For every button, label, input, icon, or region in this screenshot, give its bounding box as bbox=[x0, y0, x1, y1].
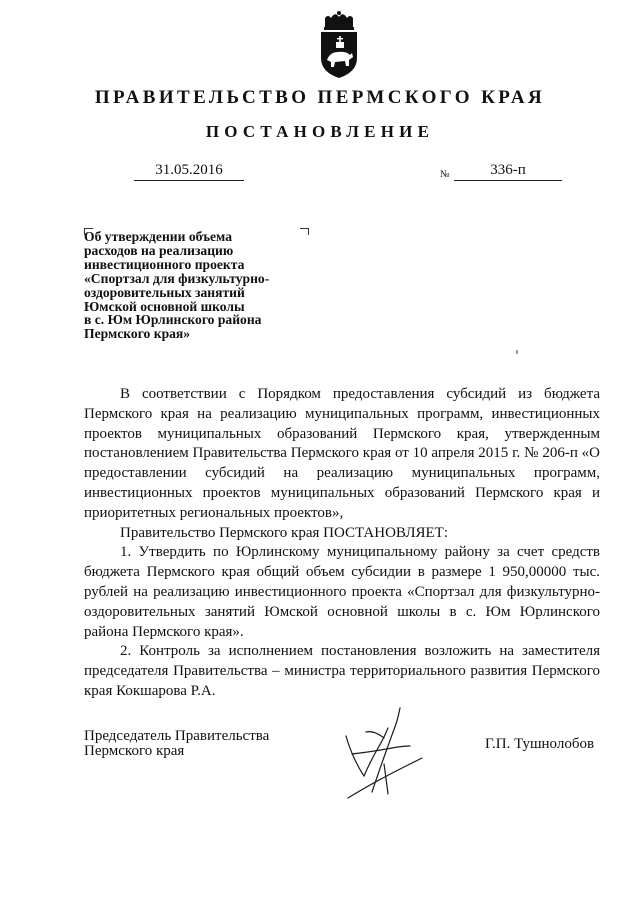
scan-speck bbox=[516, 350, 518, 354]
subject-line: Пермского края» bbox=[84, 326, 191, 342]
subject-line: оздоровительных занятий bbox=[84, 284, 245, 300]
document-type: ПОСТАНОВЛЕНИЕ bbox=[205, 122, 435, 141]
document-date: 31.05.2016 bbox=[134, 162, 244, 181]
body-paragraph-item-2: 2. Контроль за исполнением постановления возложить на заместителя председателя Правительства – министра территориального развития Пермского края Кокшарова Р.А. bbox=[84, 643, 600, 699]
subject-line: «Спортзал для физкультурно- bbox=[84, 270, 270, 286]
coat-of-arms-icon bbox=[316, 8, 362, 80]
document-body bbox=[84, 385, 600, 702]
handwritten-signature bbox=[326, 702, 426, 802]
signatory-name: Г.П. Тушнолобов bbox=[485, 736, 595, 752]
body-paragraph-preamble: В соответствии с Порядком предоставления субсидий из бюджета Пермского края на реализацию муниципальных программ, инвестиционных проектов муниципальных образований Пермского края, утвержденным постановлением Правительства Пермского края от 10 апреля 2015 г. № 206-п «О предоставлении субсидий на реализацию муниципальных программ, инвестиционных проектов муниципальных образований Пермского края и приоритетных региональных проектов», bbox=[84, 386, 600, 521]
subject-line: Об утверждении объема bbox=[84, 229, 233, 244]
body-paragraph-item-1: 1. Утвердить по Юрлинскому муниципальному району за счет средств бюджета Пермского края общий объем субсидии в размере 1 950,00000 тыс. рублей на реализацию инвестиционного проекта «Спортзал для физкультурно-оздоровительных занятий Юмской основной школы в с. Юм Юрлинского района Пермского края». bbox=[84, 544, 600, 640]
subject-line: в с. Юм Юрлинского района bbox=[84, 312, 262, 328]
position-line: Председатель Правительства bbox=[84, 728, 270, 744]
body-paragraph-resolves: Правительство Пермского края ПОСТАНОВЛЯЕТ: bbox=[120, 524, 449, 541]
document-subject bbox=[84, 230, 304, 341]
subject-line: инвестиционного проекта bbox=[84, 256, 245, 272]
signatory-position bbox=[84, 729, 269, 758]
document-number: 336-п bbox=[454, 162, 562, 181]
position-line: Пермского края bbox=[84, 742, 185, 759]
subject-line: Юмской основной школы bbox=[84, 298, 245, 314]
government-title: ПРАВИТЕЛЬСТВО ПЕРМСКОГО КРАЯ bbox=[94, 87, 546, 108]
number-label: № bbox=[440, 169, 450, 180]
subject-line: расходов на реализацию bbox=[84, 242, 234, 258]
